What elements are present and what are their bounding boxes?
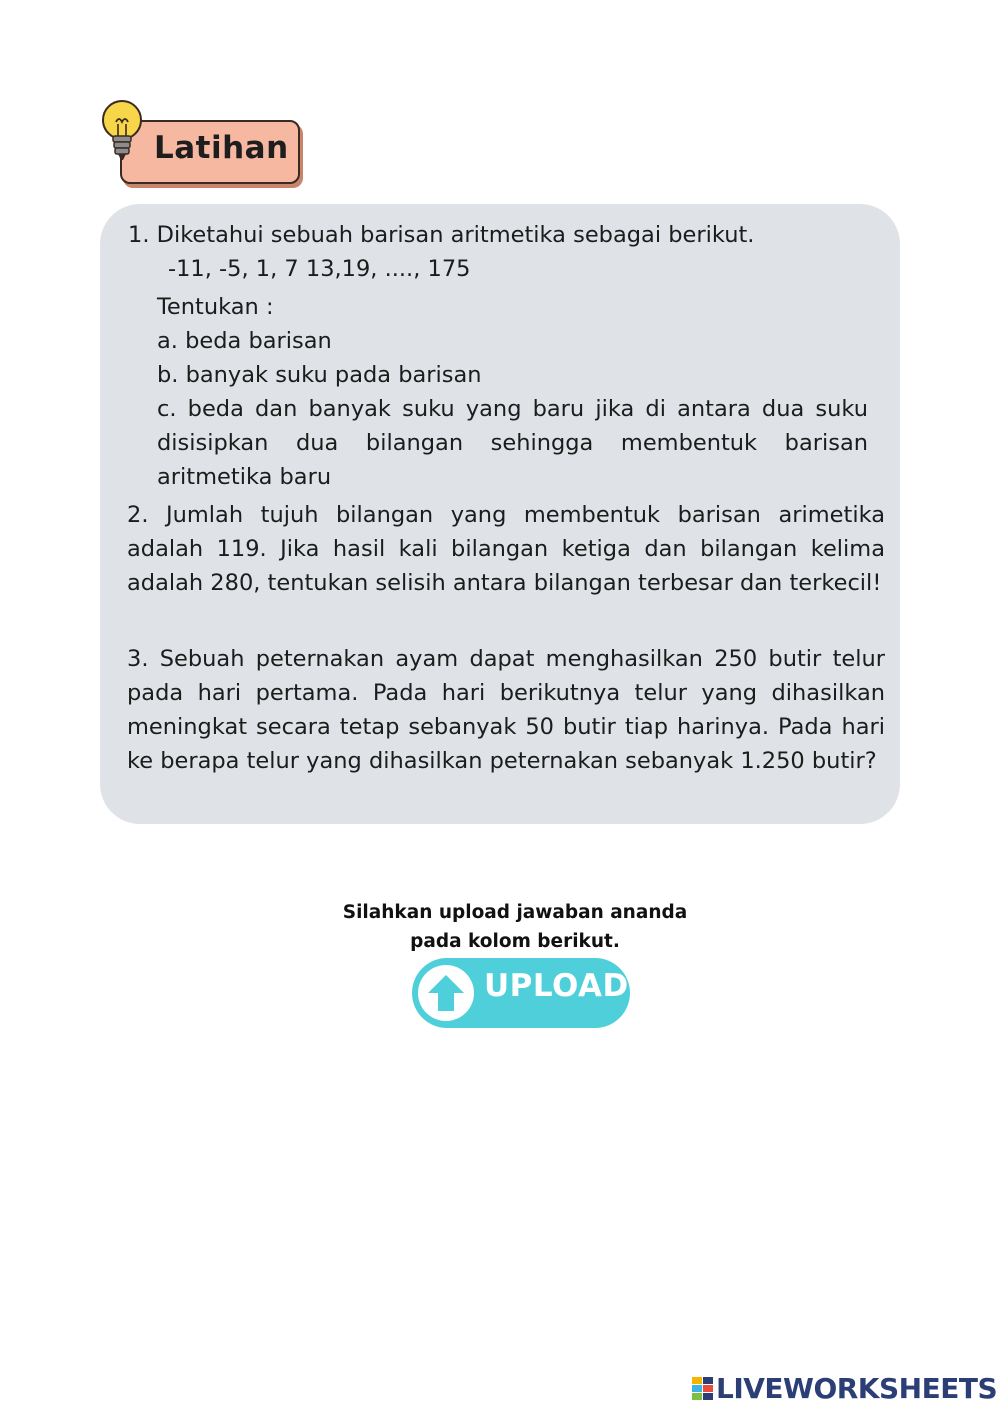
- exercise-card: [100, 204, 900, 824]
- upload-icon-circle: [418, 965, 474, 1021]
- question-2: 2. Jumlah tujuh bilangan yang membentuk barisan arimetika adalah 119. Jika hasil kali bilangan ketiga dan bilangan kelima adalah 280, tentukan selisih antara bilangan terbesar dan terkecil!: [127, 502, 885, 596]
- upload-instruction: [300, 898, 730, 956]
- upload-instruction-line-2: pada kolom berikut.: [410, 931, 620, 952]
- title-tag: [120, 120, 300, 184]
- arrow-up-icon: [424, 971, 468, 1015]
- question-1-part-b: b. banyak suku pada barisan: [157, 362, 482, 388]
- upload-instruction-line-1: Silahkan upload jawaban ananda: [342, 902, 688, 923]
- question-1-prompt: 1. Diketahui sebuah barisan aritmetika sebagai berikut.: [128, 222, 755, 248]
- lightbulb-icon: [100, 98, 144, 166]
- section-header: [100, 98, 310, 188]
- page-title: Latihan: [154, 130, 289, 166]
- question-1-part-c: c. beda dan banyak suku yang baru jika di antara dua suku disisipkan dua bilangan sehingga membentuk barisan aritmetika baru: [157, 396, 868, 490]
- question-1-part-a: a. beda barisan: [157, 328, 332, 354]
- liveworksheets-logo-icon: [692, 1377, 714, 1401]
- upload-button[interactable]: [412, 958, 630, 1028]
- brand-name: LIVEWORKSHEETS: [716, 1372, 998, 1405]
- upload-button-label: UPLOAD: [484, 968, 629, 1004]
- question-3: 3. Sebuah peternakan ayam dapat menghasilkan 250 butir telur pada hari pertama. Pada hari berikutnya telur yang dihasilkan meningkat secara tetap sebanyak 50 butir tiap harinya. Pada hari ke berapa telur yang dihasilkan peternakan sebanyak 1.250 butir?: [127, 646, 885, 774]
- question-1-sequence: -11, -5, 1, 7 13,19, ...., 175: [168, 256, 471, 282]
- question-1-instruction: Tentukan :: [157, 294, 274, 320]
